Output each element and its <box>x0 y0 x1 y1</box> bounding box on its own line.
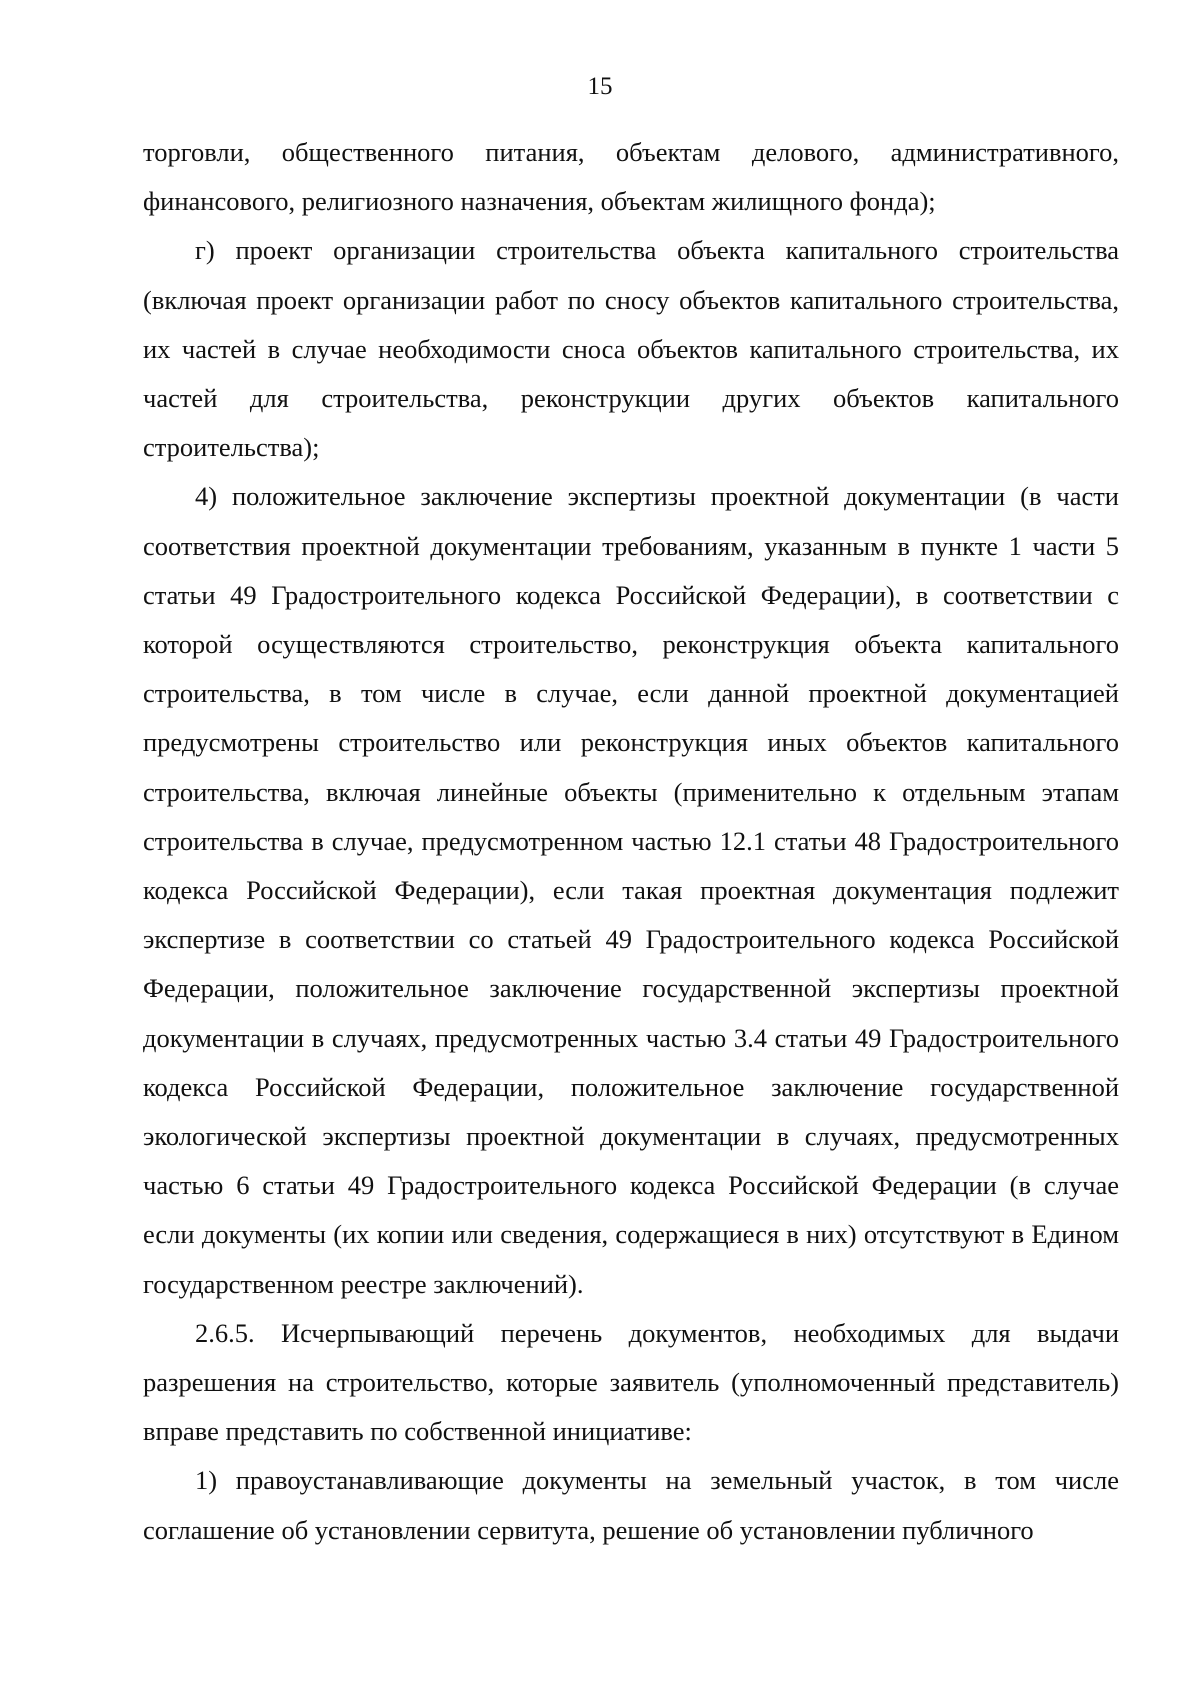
paragraph-item-1: 1) правоустанавливающие документы на земельный участок, в том числе соглашение об установлении сервитута, решение об установлении публичного <box>143 1465 1119 1545</box>
document-body <box>143 128 1119 1555</box>
paragraph-section-2-6-5: 2.6.5. Исчерпывающий перечень документов, необходимых для выдачи разрешения на строительство, которые заявитель (уполномоченный представитель) вправе представить по собственной инициативе: <box>143 1317 1119 1447</box>
page-number: 15 <box>587 73 613 100</box>
paragraph-continuation: торговли, общественного питания, объектам делового, административного, финансового, религиозного назначения, объектам жилищного фонда); <box>143 137 1119 217</box>
paragraph-item-4: 4) положительное заключение экспертизы проектной документации (в части соответствия проектной документации требованиям, указанным в пункте 1 части 5 статьи 49 Градостроительного кодекса Российской Федерации), в соответствии с которой осуществляются строительство, реконструкция объекта капитального строительства, в том числе в случае, если данной проектной документацией предусмотрены строительство или реконструкция иных объектов капитального строительства, включая линейные объекты (применительно к отдельным этапам строительства в случае, предусмотренном частью 12.1 статьи 48 Градостроительного кодекса Российской Федерации), если такая проектная документация подлежит экспертизе в соответствии со статьей 49 Градостроительного кодекса Российской Федерации, положительное заключение государственной экспертизы проектной документации в случаях, предусмотренных частью 3.4 статьи 49 Градостроительного кодекса Российской Федерации, положительное заключение государственной экологической экспертизы проектной документации в случаях, предусмотренных частью 6 статьи 49 Градостроительного кодекса Российской Федерации (в случае если документы (их копии или сведения, содержащиеся в них) отсутствуют в Едином государственном реестре заключений). <box>143 481 1119 1299</box>
paragraph-item-g: г) проект организации строительства объекта капитального строительства (включая проект организации работ по сносу объектов капитального строительства, их частей в случае необходимости сноса объектов капитального строительства, их частей для строительства, реконструкции других объектов капитального строительства); <box>143 235 1119 463</box>
